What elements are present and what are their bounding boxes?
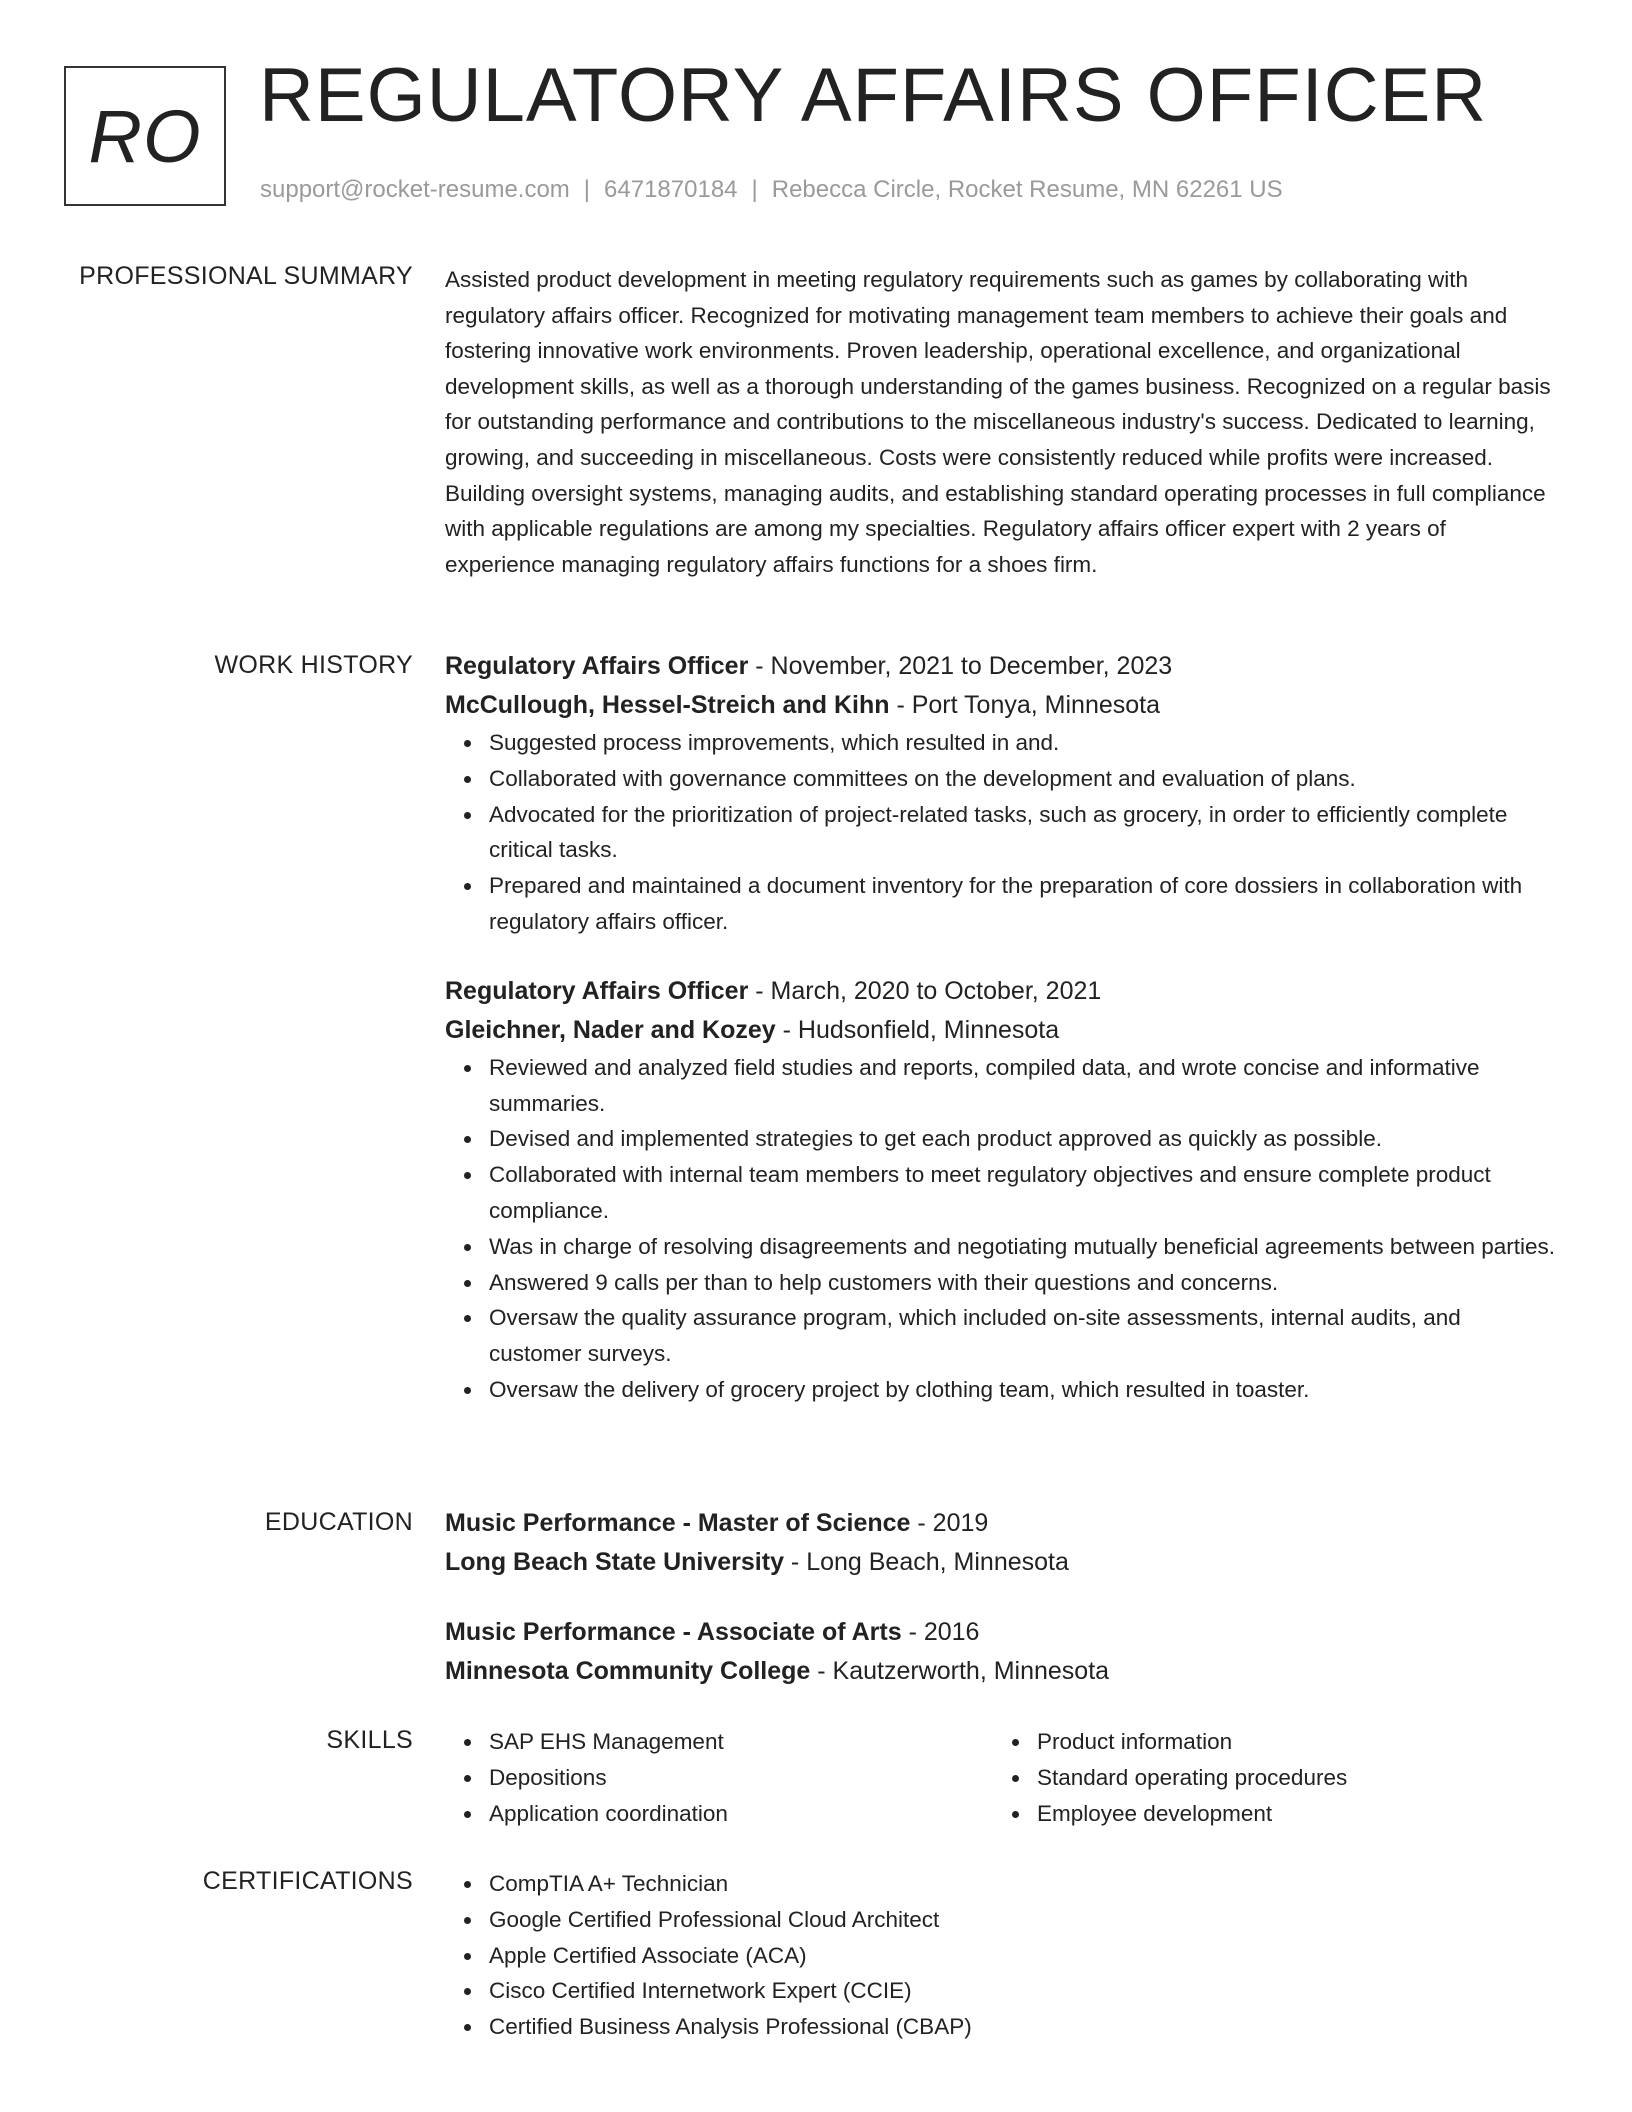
job-company-line (445, 1011, 1557, 1050)
job-bullet: Oversaw the delivery of grocery project by clothing team, which resulted in toaster. (489, 1372, 1557, 1408)
education-school-line (445, 1543, 1557, 1582)
job-bullet: Oversaw the quality assurance program, which included on-site assessments, internal audits, and customer surveys. (489, 1300, 1557, 1372)
skill-item: SAP EHS Management (489, 1724, 993, 1760)
education-year: - 2019 (910, 1509, 989, 1537)
job-bullet: Reviewed and analyzed field studies and reports, compiled data, and wrote concise and informative summaries. (489, 1050, 1557, 1122)
education-year: - 2016 (901, 1618, 980, 1646)
job-location: - Hudsonfield, Minnesota (775, 1015, 1060, 1044)
summary-text: Assisted product development in meeting regulatory requirements such as games by collaborating with regulatory affairs officer. Recognized for motivating management team members to achieve their goals and fostering innovative work environments. Proven leadership, operational excellence, and organizational development skills, as well as a thorough understanding of the games business. Recognized on a regular basis for outstanding performance and contributions to the miscellaneous industry's success. Dedicated to learning, growing, and succeeding in miscellaneous. Costs were consistently reduced while profits were increased. Building oversight systems, managing audits, and establishing standard operating processes in full compliance with applicable regulations are among my specialties. Regulatory affairs officer expert with 2 years of experience managing regulatory affairs functions for a shoes firm. (445, 267, 1551, 577)
job-title: Regulatory Affairs Officer (445, 652, 749, 680)
job-company: McCullough, Hessel-Streich and Kihn (445, 691, 890, 719)
section-label-education: EDUCATION (264, 1508, 413, 1536)
certification-item: Google Certified Professional Cloud Architect (489, 1902, 1557, 1938)
job-bullet: Collaborated with internal team members to meet regulatory objectives and ensure complete product compliance. (489, 1157, 1557, 1229)
skills-column-left (445, 1724, 993, 1831)
education-school: Long Beach State University (445, 1548, 784, 1576)
section-label-summary: PROFESSIONAL SUMMARY (79, 262, 413, 290)
job-company: Gleichner, Nader and Kozey (445, 1015, 776, 1044)
education-entry (445, 1504, 1557, 1582)
job-company-line (445, 686, 1557, 725)
certification-item: Cisco Certified Internetwork Expert (CCIE) (489, 1973, 1557, 2009)
monogram-box: RO (64, 66, 226, 206)
certification-item: Apple Certified Associate (ACA) (489, 1938, 1557, 1974)
job-bullet: Prepared and maintained a document inventory for the preparation of core dossiers in collaboration with regulatory affairs officer. (489, 868, 1557, 940)
skill-item: Depositions (489, 1760, 993, 1796)
job-bullet: Was in charge of resolving disagreements and negotiating mutually beneficial agreements between parties. (489, 1229, 1557, 1265)
job-bullet: Collaborated with governance committees on the development and evaluation of plans. (489, 761, 1557, 797)
skill-item: Product information (1037, 1724, 1541, 1760)
job-title-line (445, 647, 1557, 686)
certification-item: CompTIA A+ Technician (489, 1866, 1557, 1902)
contact-separator: | (751, 176, 758, 203)
contact-email: support@rocket-resume.com (260, 176, 570, 203)
education-degree: Music Performance - Associate of Arts (445, 1618, 902, 1646)
skills-list (445, 1724, 993, 1831)
section-label-certifications: CERTIFICATIONS (202, 1867, 413, 1895)
job-bullet: Advocated for the prioritization of project-related tasks, such as grocery, in order to efficiently complete critical tasks. (489, 797, 1557, 869)
job-entry (445, 972, 1557, 1408)
section-label-skills: SKILLS (326, 1726, 413, 1754)
education-location: - Kautzerworth, Minnesota (810, 1657, 1110, 1685)
education-school: Minnesota Community College (445, 1657, 811, 1685)
job-dates: - November, 2021 to December, 2023 (748, 652, 1173, 680)
contact-address: Rebecca Circle, Rocket Resume, MN 62261 US (771, 176, 1283, 203)
job-title-line (445, 972, 1557, 1011)
education-degree-line (445, 1504, 1557, 1543)
education-location: - Long Beach, Minnesota (783, 1548, 1069, 1576)
certifications-list (445, 1866, 1557, 2045)
job-entry (445, 647, 1557, 940)
contact-line (260, 176, 1283, 204)
skill-item: Application coordination (489, 1796, 993, 1832)
education-degree: Music Performance - Master of Science (445, 1509, 911, 1537)
skill-item: Employee development (1037, 1796, 1541, 1832)
job-location: - Port Tonya, Minnesota (889, 691, 1161, 719)
job-dates: - March, 2020 to October, 2021 (748, 976, 1102, 1005)
education-entry (445, 1613, 1557, 1691)
certification-item: Certified Business Analysis Professional (CBAP) (489, 2009, 1557, 2045)
skills-grid (445, 1724, 1557, 1831)
job-bullet: Suggested process improvements, which resulted in and. (489, 725, 1557, 761)
contact-separator: | (583, 176, 591, 203)
section-label-work-history: WORK HISTORY (214, 651, 413, 679)
skills-list (993, 1724, 1541, 1831)
job-bullet: Answered 9 calls per than to help customers with their questions and concerns. (489, 1265, 1557, 1301)
resume-title: REGULATORY AFFAIRS OFFICER (259, 53, 1488, 138)
education-school-line (445, 1652, 1557, 1691)
education-degree-line (445, 1613, 1557, 1652)
contact-phone: 6471870184 (604, 176, 738, 203)
job-bullet-list (445, 1050, 1557, 1408)
skills-column-right (993, 1724, 1541, 1831)
job-title: Regulatory Affairs Officer (445, 976, 749, 1005)
job-bullet-list (445, 725, 1557, 940)
job-bullet: Devised and implemented strategies to get each product approved as quickly as possible. (489, 1121, 1557, 1157)
skill-item: Standard operating procedures (1037, 1760, 1541, 1796)
